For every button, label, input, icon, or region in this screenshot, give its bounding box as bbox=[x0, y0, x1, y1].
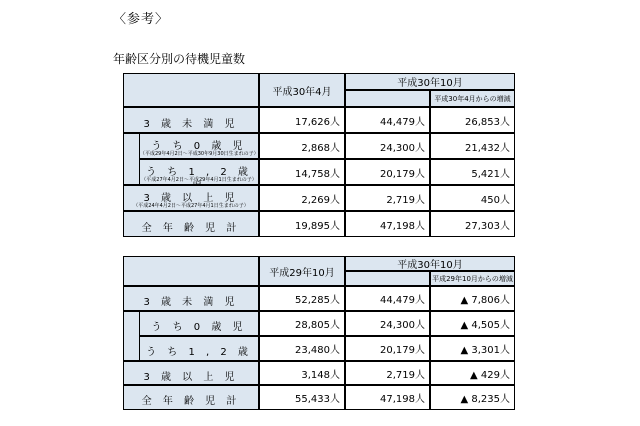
value-cell: 47,198人 bbox=[345, 385, 430, 410]
row-label: 全 年 齢 児 計 bbox=[123, 385, 259, 410]
header-col2-blank bbox=[345, 90, 430, 107]
header-col1: 平成29年10月 bbox=[259, 256, 345, 286]
header-col2-blank bbox=[345, 271, 430, 286]
value-cell: ▲ 7,806人 bbox=[430, 286, 515, 311]
value-cell: ▲ 8,235人 bbox=[430, 385, 515, 410]
row-label: 3 歳 以 上 児 （平成24年4月2日～平成27年4月1日生まれの子） bbox=[123, 185, 259, 211]
row-label: 3 歳 未 満 児 bbox=[123, 286, 259, 311]
section-title: 年齢区分別の待機児童数 bbox=[113, 52, 246, 66]
header-col2: 平成30年10月 bbox=[345, 256, 515, 271]
value-cell: 20,179人 bbox=[345, 336, 430, 361]
value-cell: 21,432人 bbox=[430, 133, 515, 159]
value-cell: 17,626人 bbox=[259, 107, 345, 133]
reference-heading: 〈参考〉 bbox=[113, 12, 170, 27]
value-cell: 23,480人 bbox=[259, 336, 345, 361]
waiting-children-table-october bbox=[123, 256, 515, 410]
header-col1: 平成30年4月 bbox=[259, 73, 345, 107]
row-label: 3 歳 以 上 児 bbox=[123, 361, 259, 385]
header-col3: 平成30年4月からの増減 bbox=[430, 90, 515, 107]
value-cell: 2,269人 bbox=[259, 185, 345, 211]
row-label: 3 歳 未 満 児 bbox=[123, 107, 259, 133]
value-cell: 26,853人 bbox=[430, 107, 515, 133]
value-cell: 2,719人 bbox=[345, 185, 430, 211]
value-cell: 2,868人 bbox=[259, 133, 345, 159]
value-cell: ▲ 429人 bbox=[430, 361, 515, 385]
value-cell: 3,148人 bbox=[259, 361, 345, 385]
value-cell: 2,719人 bbox=[345, 361, 430, 385]
value-cell: 55,433人 bbox=[259, 385, 345, 410]
row-label: う ち 0 歳 児 （平成29年4月2日～平成30年9月30日生まれの子） bbox=[139, 133, 259, 159]
value-cell: 28,805人 bbox=[259, 311, 345, 336]
value-cell: 24,300人 bbox=[345, 311, 430, 336]
value-cell: 27,303人 bbox=[430, 211, 515, 237]
header-blank bbox=[123, 256, 259, 286]
value-cell: ▲ 3,301人 bbox=[430, 336, 515, 361]
value-cell: 52,285人 bbox=[259, 286, 345, 311]
value-cell: 19,895人 bbox=[259, 211, 345, 237]
row-label: う ち 1 , 2 歳 bbox=[139, 336, 259, 361]
value-cell: 14,758人 bbox=[259, 159, 345, 185]
value-cell: 20,179人 bbox=[345, 159, 430, 185]
value-cell: 47,198人 bbox=[345, 211, 430, 237]
header-blank bbox=[123, 73, 259, 107]
header-col3: 平成29年10月からの増減 bbox=[430, 271, 515, 286]
row-label: 全 年 齢 児 計 bbox=[123, 211, 259, 237]
value-cell: ▲ 4,505人 bbox=[430, 311, 515, 336]
waiting-children-table-april bbox=[123, 73, 515, 237]
row-label: う ち 0 歳 児 bbox=[139, 311, 259, 336]
indent-cell bbox=[123, 311, 139, 361]
value-cell: 24,300人 bbox=[345, 133, 430, 159]
row-label: う ち 1 , 2 歳 （平成27年4月2日～平成29年4月1日生まれの子） bbox=[139, 159, 259, 185]
value-cell: 5,421人 bbox=[430, 159, 515, 185]
value-cell: 450人 bbox=[430, 185, 515, 211]
value-cell: 44,479人 bbox=[345, 286, 430, 311]
indent-cell bbox=[123, 133, 139, 185]
header-col2: 平成30年10月 bbox=[345, 73, 515, 90]
value-cell: 44,479人 bbox=[345, 107, 430, 133]
